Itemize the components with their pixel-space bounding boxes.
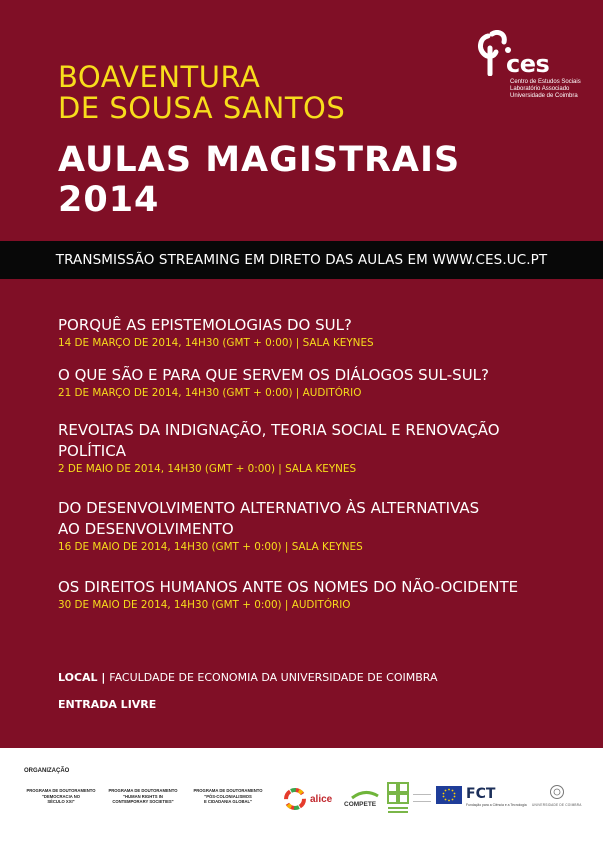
lecture-item — [58, 365, 578, 400]
program-line: CONTEMPORARY SOCIETIES" — [112, 799, 174, 805]
ces-subtitle-line: Laboratório Associado — [510, 86, 570, 92]
streaming-band — [0, 241, 603, 279]
eu-flag-icon — [436, 786, 462, 804]
streaming-text: TRANSMISSÃO STREAMING EM DIRETO DAS AULAS EM WWW.CES.UC.PT — [55, 252, 548, 268]
fct-subtitle: Fundação para a Ciência e a Tecnologia — [466, 803, 527, 807]
lecture-details: 14 DE MARÇO DE 2014, 14H30 (GMT + 0:00) | SALA KEYNES — [58, 337, 374, 349]
poster-title — [58, 140, 460, 220]
lecture-details: 21 DE MARÇO DE 2014, 14H30 (GMT + 0:00) | AUDITÓRIO — [58, 387, 362, 399]
ces-subtitle — [510, 79, 581, 100]
lecture-details: 16 DE MAIO DE 2014, 14H30 (GMT + 0:00) | SALA KEYNES — [58, 541, 363, 553]
lecture-item — [58, 577, 578, 612]
lecture-title: PORQUÊ AS EPISTEMOLOGIAS DO SUL? — [58, 316, 352, 334]
ces-subtitle-line: Centro de Estudos Sociais — [510, 79, 581, 85]
lecture-details: 2 DE MAIO DE 2014, 14H30 (GMT + 0:00) | SALA KEYNES — [58, 463, 357, 475]
compete-wordmark: COMPETE — [344, 801, 377, 808]
venue-label: LOCAL — [58, 671, 98, 684]
ministry-mark — [413, 794, 431, 802]
program-line: PROGRAMA DE DOUTORAMENTO — [108, 788, 178, 793]
lecture-item — [58, 498, 578, 554]
uc-logo — [532, 784, 582, 814]
lecture-item — [58, 315, 578, 350]
ces-subtitle-line: Universidade de Coimbra — [510, 93, 578, 99]
program-line: SÉCULO XXI" — [47, 799, 75, 805]
lecture-title: DO DESENVOLVIMENTO ALTERNATIVO ÀS ALTERNATIVAS — [58, 499, 480, 517]
qren-logo-icon — [387, 782, 409, 814]
lecture-title-cont: AO DESENVOLVIMENTO — [58, 520, 234, 538]
author-line: DE SOUSA SANTOS — [58, 91, 346, 125]
lecture-details: 30 DE MAIO DE 2014, 14H30 (GMT + 0:00) | AUDITÓRIO — [58, 599, 351, 611]
organization-label: ORGANIZAÇÃO — [24, 768, 70, 774]
fct-wordmark: FCT — [466, 786, 496, 802]
compete-swoosh-icon — [350, 790, 380, 800]
program-line: "DEMOCRACIA NO — [41, 793, 81, 799]
venue-separator: | — [97, 671, 110, 684]
author-name — [58, 62, 345, 124]
title-year: 2014 — [58, 180, 160, 220]
program-line: PROGRAMA DE DOUTORAMENTO — [26, 788, 96, 793]
uc-wordmark: UNIVERSIDADE DE COIMBRA — [532, 803, 582, 807]
title-line: AULAS MAGISTRAIS — [58, 140, 461, 180]
alice-logo — [282, 786, 342, 816]
program-credit — [100, 788, 186, 805]
lecture-title: REVOLTAS DA INDIGNAÇÃO, TEORIA SOCIAL E RENOVAÇÃO — [58, 421, 500, 439]
program-line: PROGRAMA DE DOUTORAMENTO — [193, 788, 263, 793]
program-line: E CIDADANIA GLOBAL" — [203, 799, 253, 805]
uc-seal-icon — [547, 784, 567, 800]
fct-logo — [466, 786, 528, 816]
free-entry: ENTRADA LIVRE — [58, 698, 157, 711]
ces-wordmark: ces — [506, 50, 550, 78]
compete-logo — [344, 790, 384, 812]
program-credit — [18, 788, 104, 805]
lecture-title: O QUE SÃO E PARA QUE SERVEM OS DIÁLOGOS SUL-SUL? — [58, 366, 490, 384]
author-line: BOAVENTURA — [58, 60, 261, 94]
ces-logo — [476, 30, 586, 104]
program-line: "PÓS-COLONIALISMOS — [204, 793, 252, 799]
venue — [58, 671, 438, 684]
alice-wordmark: alice — [310, 794, 333, 805]
venue-text: FACULDADE DE ECONOMIA DA UNIVERSIDADE DE COIMBRA — [109, 671, 438, 684]
footer — [0, 748, 603, 851]
alice-logo-icon — [282, 786, 308, 812]
lecture-item — [58, 420, 578, 476]
program-credit — [185, 788, 271, 805]
program-line: "HUMAN RIGHTS IN — [123, 793, 163, 799]
lecture-title-cont: POLÍTICA — [58, 442, 126, 460]
lecture-title: OS DIREITOS HUMANOS ANTE OS NOMES DO NÃO-OCIDENTE — [58, 578, 519, 596]
